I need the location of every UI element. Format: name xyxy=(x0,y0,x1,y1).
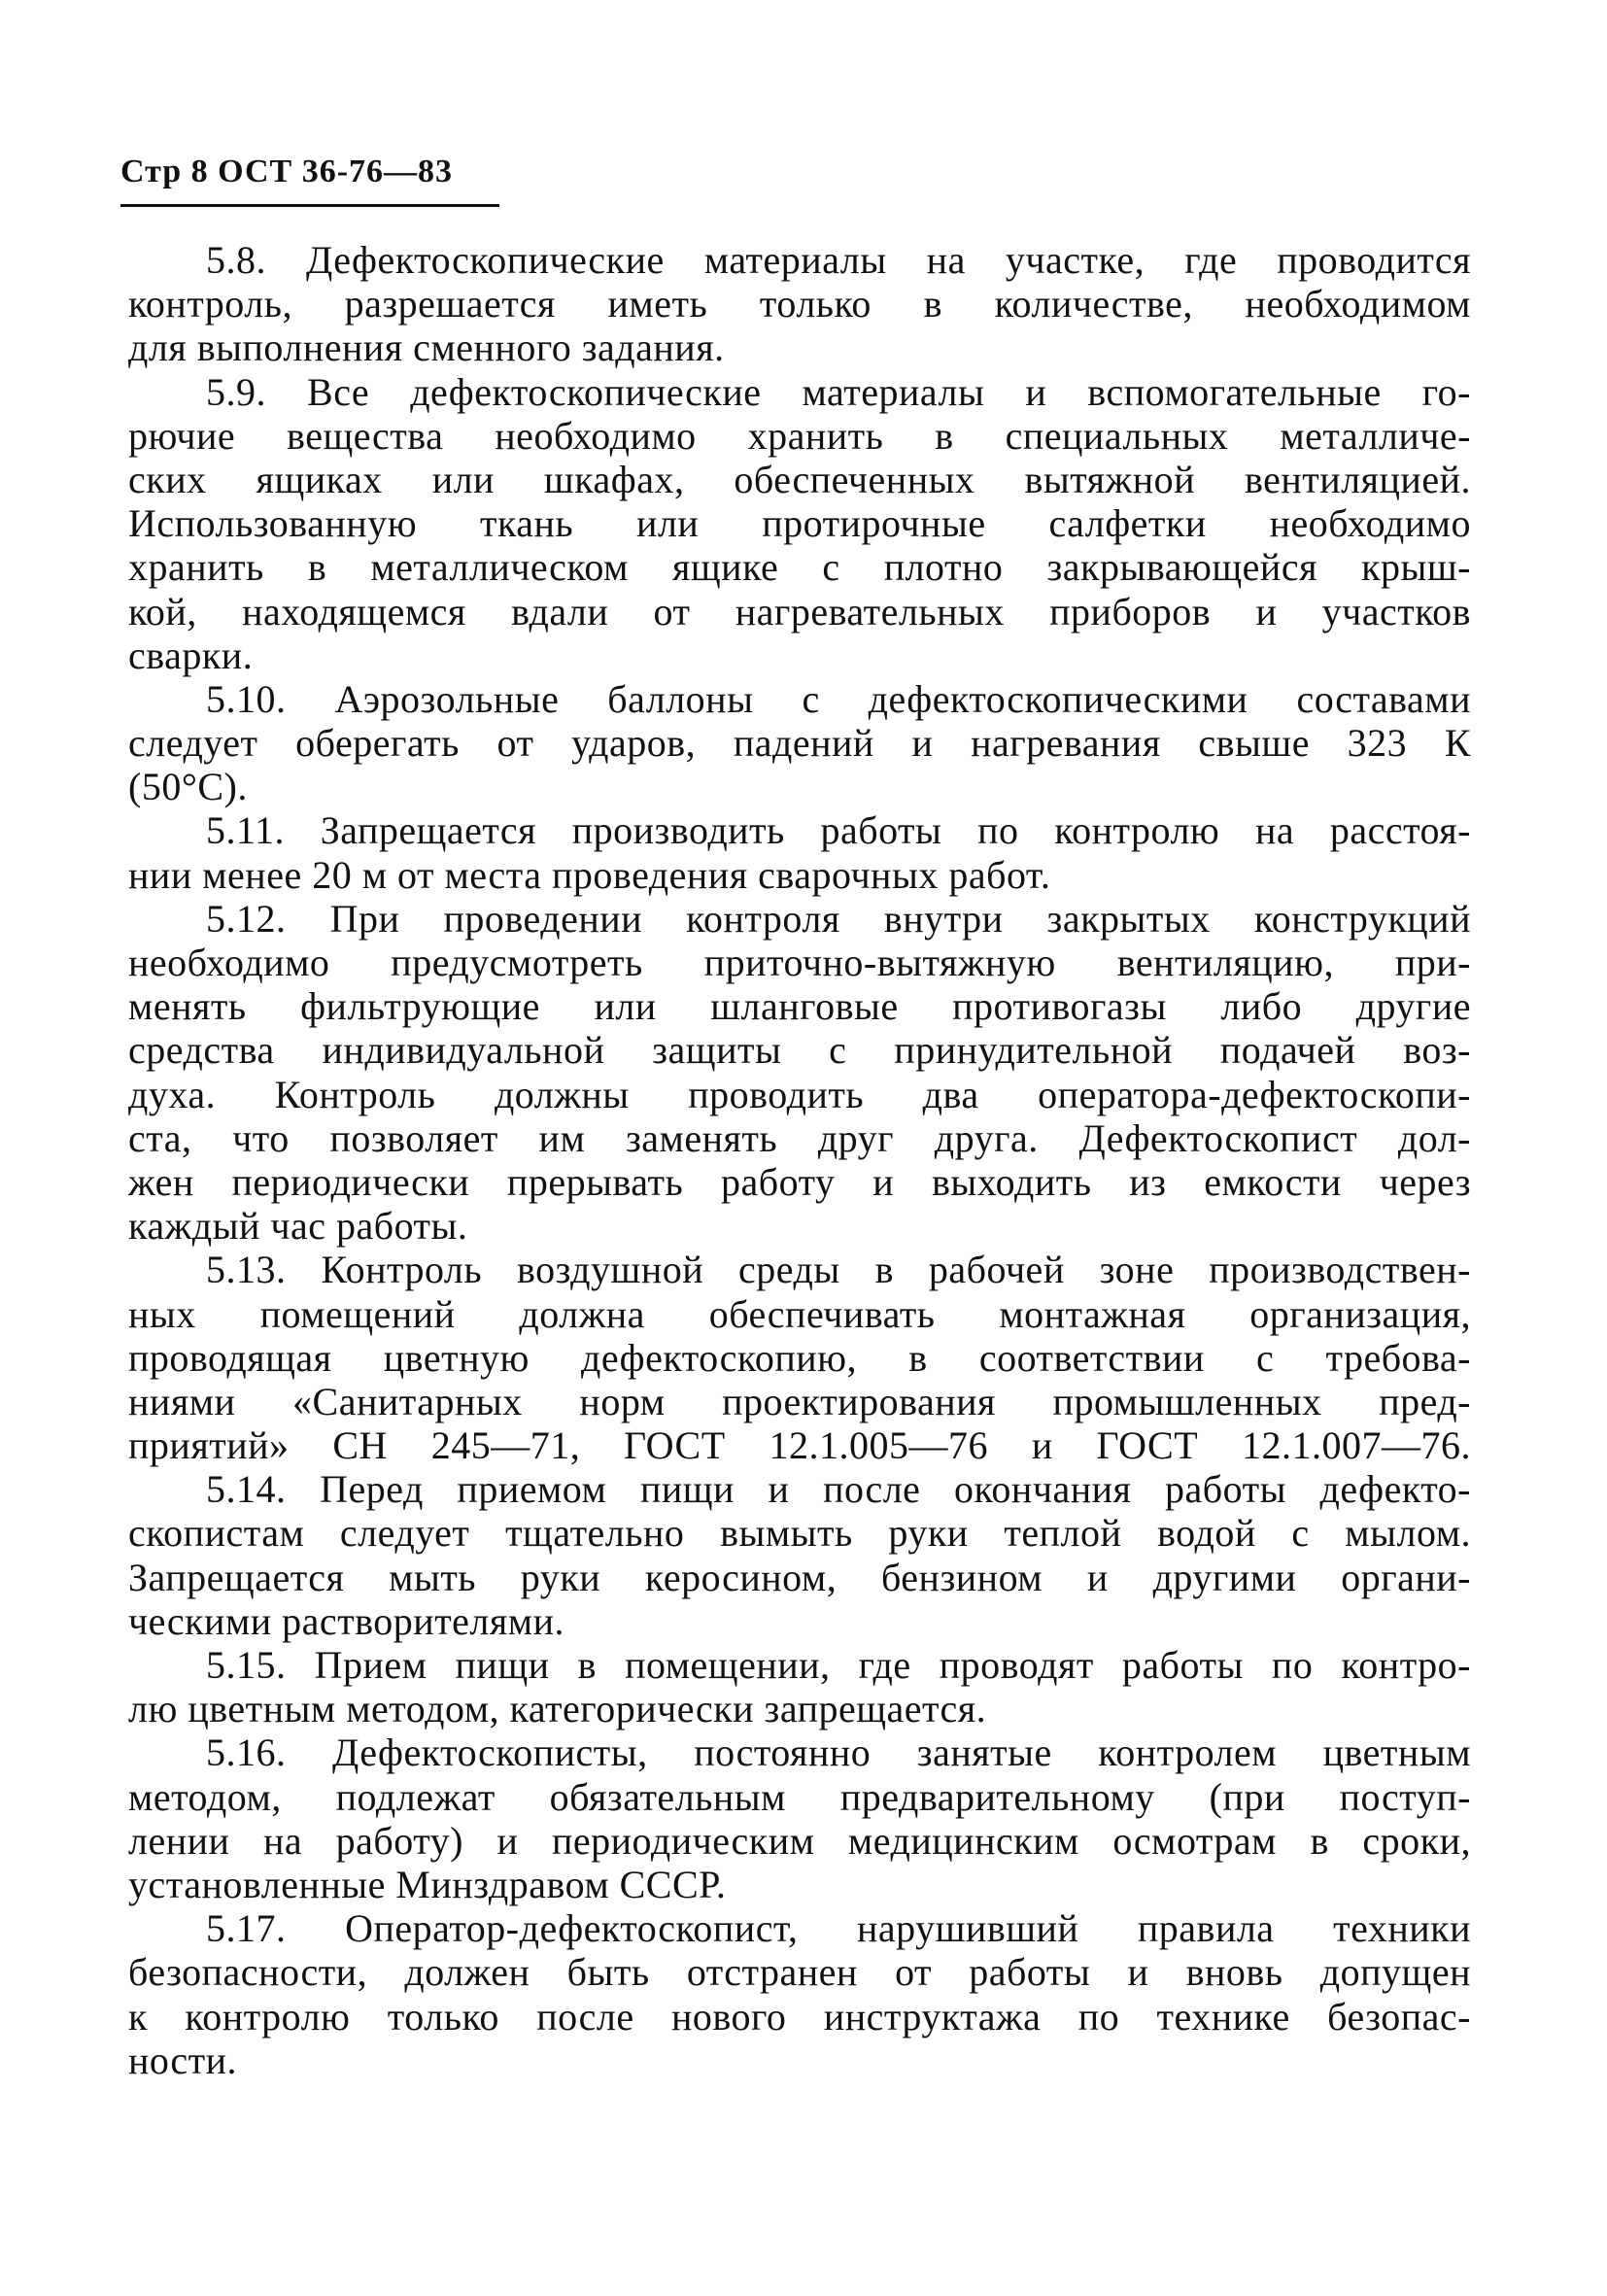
page-header-title: Стр 8 ОСТ 36-76—83 xyxy=(120,154,454,189)
text-line: безопасности, должен быть отстранен от работы и вновь допущен xyxy=(128,1950,1471,1995)
clause-5-8 xyxy=(128,238,1471,370)
text-line: ских ящиках или шкафах, обеспеченных вытяжной вентиляцией. xyxy=(128,457,1471,501)
text-line: лении на работу) и периодическим медицинским осмотрам в сроки, xyxy=(128,1818,1471,1863)
text-line: установленные Минздравом СССР. xyxy=(128,1862,727,1906)
text-line: 5.17. Оператор-дефектоскопист, нарушивший правила техники xyxy=(206,1906,1471,1951)
text-line: ста, что позволяет им заменять друг друга. Дефектоскопист дол- xyxy=(128,1115,1471,1160)
text-line: 5.10. Аэрозольные баллоны с дефектоскопическими составами xyxy=(206,676,1471,721)
text-line: методом, подлежат обязательным предварительному (при поступ- xyxy=(128,1774,1471,1819)
clause-5-17 xyxy=(128,1906,1471,2082)
text-line: 5.15. Прием пищи в помещении, где проводят работы по контро- xyxy=(206,1643,1471,1687)
clause-5-11 xyxy=(128,808,1471,896)
text-line: приятий» СН 245—71, ГОСТ 12.1.005—76 и ГОСТ 12.1.007—76. xyxy=(128,1423,1471,1468)
text-line: жен периодически прерывать работу и выходить из емкости через xyxy=(128,1159,1471,1204)
document-body xyxy=(128,238,1471,2082)
text-line: 5.16. Дефектоскописты, постоянно занятые контролем цветным xyxy=(206,1731,1471,1775)
clause-5-13 xyxy=(128,1248,1471,1467)
text-line: скопистам следует тщательно вымыть руки теплой водой с мылом. xyxy=(128,1511,1471,1556)
text-line: нии менее 20 м от места проведения сварочных работ. xyxy=(128,852,1051,897)
text-line: хранить в металлическом ящике с плотно закрывающейся крыш- xyxy=(128,545,1471,590)
clause-5-12 xyxy=(128,897,1471,1249)
page-header xyxy=(120,146,499,207)
clause-5-16 xyxy=(128,1731,1471,1906)
text-line: средства индивидуальной защиты с принудительной подачей воз- xyxy=(128,1028,1471,1073)
text-line: к контролю только после нового инструктажа по технике безопас- xyxy=(128,1994,1471,2039)
text-line: необходимо предусмотреть приточно-вытяжную вентиляцию, при- xyxy=(128,941,1471,984)
text-line: 5.9. Все дефектоскопические материалы и вспомогательные го- xyxy=(206,369,1471,414)
clause-5-15 xyxy=(128,1643,1471,1731)
text-line: ниями «Санитарных норм проектирования промышленных пред- xyxy=(128,1379,1471,1423)
text-line: 5.13. Контроль воздушной среды в рабочей зоне производствен- xyxy=(206,1248,1471,1292)
clause-5-10 xyxy=(128,677,1471,809)
text-line: (50°С). xyxy=(128,765,248,809)
text-line: контроль, разрешается иметь только в количестве, необходимом xyxy=(128,282,1471,326)
text-line: духа. Контроль должны проводить два оператора-дефектоскопи- xyxy=(128,1072,1471,1116)
text-line: ности. xyxy=(128,2038,238,2082)
text-line: лю цветным методом, категорически запрещается. xyxy=(128,1687,987,1731)
text-line: Запрещается мыть руки керосином, бензином и другими органи- xyxy=(128,1555,1471,1599)
text-line: 5.8. Дефектоскопические материалы на участке, где проводится xyxy=(206,238,1471,282)
text-line: каждый час работы. xyxy=(128,1204,468,1249)
text-line: для выполнения сменного задания. xyxy=(128,326,725,370)
text-line: рючие вещества необходимо хранить в специальных металличе- xyxy=(128,413,1471,458)
text-line: 5.14. Перед приемом пищи и после окончания работы дефекто- xyxy=(206,1467,1471,1512)
text-line: следует оберегать от ударов, падений и нагревания свыше 323 К xyxy=(128,721,1471,766)
text-line: ческими растворителями. xyxy=(128,1598,564,1643)
clause-5-14 xyxy=(128,1467,1471,1643)
text-line: кой, находящемся вдали от нагревательных приборов и участков xyxy=(128,589,1471,634)
text-line: ных помещений должна обеспечивать монтажная организация, xyxy=(128,1291,1471,1336)
text-line: Использованную ткань или протирочные салфетки необходимо xyxy=(128,501,1471,546)
text-line: 5.12. При проведении контроля внутри закрытых конструкций xyxy=(206,896,1471,941)
clause-5-9 xyxy=(128,370,1471,677)
text-line: сварки. xyxy=(128,633,254,677)
text-line: проводящая цветную дефектоскопию, в соответствии с требова- xyxy=(128,1335,1471,1380)
text-line: менять фильтрующие или шланговые противогазы либо другие xyxy=(128,984,1471,1029)
text-line: 5.11. Запрещается производить работы по контролю на расстоя- xyxy=(206,808,1471,853)
